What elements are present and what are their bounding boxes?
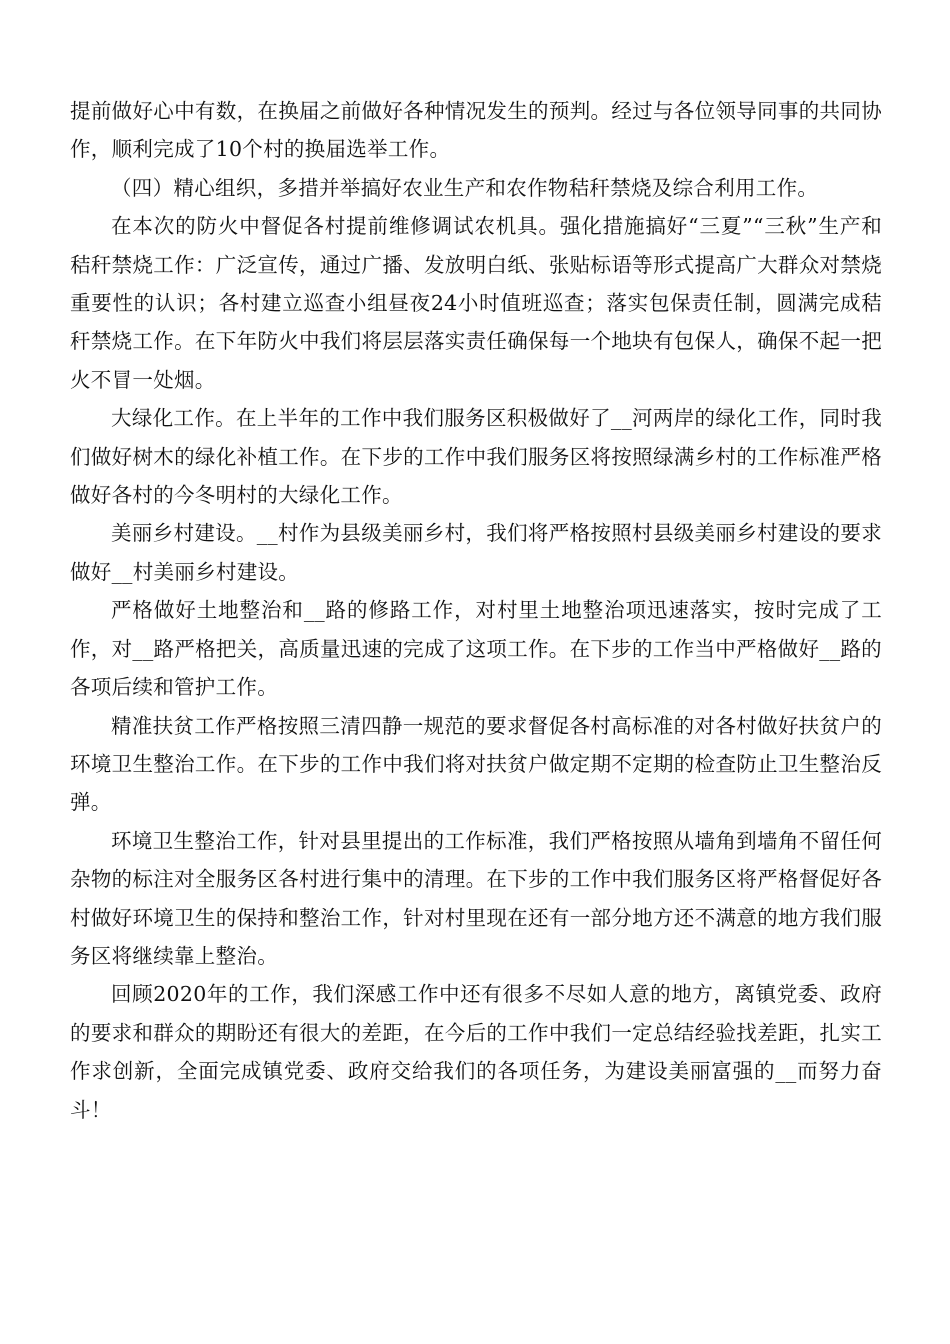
paragraph-election-continuation: 提前做好心中有数，在换届之前做好各种情况发生的预判。经过与各位领导同事的共同协作，顺利完成了10个村的换届选举工作。 (70, 99, 882, 162)
paragraph-poverty-alleviation: 精准扶贫工作严格按照三清四静一规范的要求督促各村高标准的对各村做好扶贫户的环境卫生整治工作。在下步的工作中我们将对扶贫户做定期不定期的检查防止卫生整治反弹。 (70, 713, 882, 815)
document-body (70, 92, 882, 1129)
paragraph-greening: 大绿化工作。在上半年的工作中我们服务区积极做好了__河两岸的绿化工作，同时我们做好树木的绿化补植工作。在下步的工作中我们服务区将按照绿满乡村的工作标准严格做好各村的今冬明村的大绿化工作。 (70, 406, 882, 508)
paragraph-fire-prevention: 在本次的防火中督促各村提前维修调试农机具。强化措施搞好“三夏”“三秋”生产和秸秆禁烧工作：广泛宣传，通过广播、发放明白纸、张贴标语等形式提高广大群众对禁烧重要性的认识；各村建立巡查小组昼夜24小时值班巡查；落实包保责任制，圆满完成秸秆禁烧工作。在下年防火中我们将层层落实责任确保每一个地块有包保人，确保不起一把火不冒一处烟。 (70, 214, 882, 392)
paragraph-review-2020: 回顾2020年的工作，我们深感工作中还有很多不尽如人意的地方，离镇党委、政府的要求和群众的期盼还有很大的差距，在今后的工作中我们一定总结经验找差距，扎实工作求创新，全面完成镇党委、政府交给我们的各项任务，为建设美丽富强的__而努力奋斗！ (70, 982, 882, 1122)
paragraph-land-road: 严格做好土地整治和__路的修路工作，对村里土地整治项迅速落实，按时完成了工作，对__路严格把关，高质量迅速的完成了这项工作。在下步的工作当中严格做好__路的各项后续和管护工作。 (70, 598, 882, 700)
paragraph-sanitation: 环境卫生整治工作，针对县里提出的工作标准，我们严格按照从墙角到墙角不留任何杂物的标注对全服务区各村进行集中的清理。在下步的工作中我们服务区将严格督促好各村做好环境卫生的保持和整治工作，针对村里现在还有一部分地方还不满意的地方我们服务区将继续靠上整治。 (70, 828, 882, 968)
paragraph-beautiful-village: 美丽乡村建设。__村作为县级美丽乡村，我们将严格按照村县级美丽乡村建设的要求做好__村美丽乡村建设。 (70, 521, 882, 584)
section-heading-agriculture: （四）精心组织，多措并举搞好农业生产和农作物秸秆禁烧及综合利用工作。 (111, 175, 819, 200)
